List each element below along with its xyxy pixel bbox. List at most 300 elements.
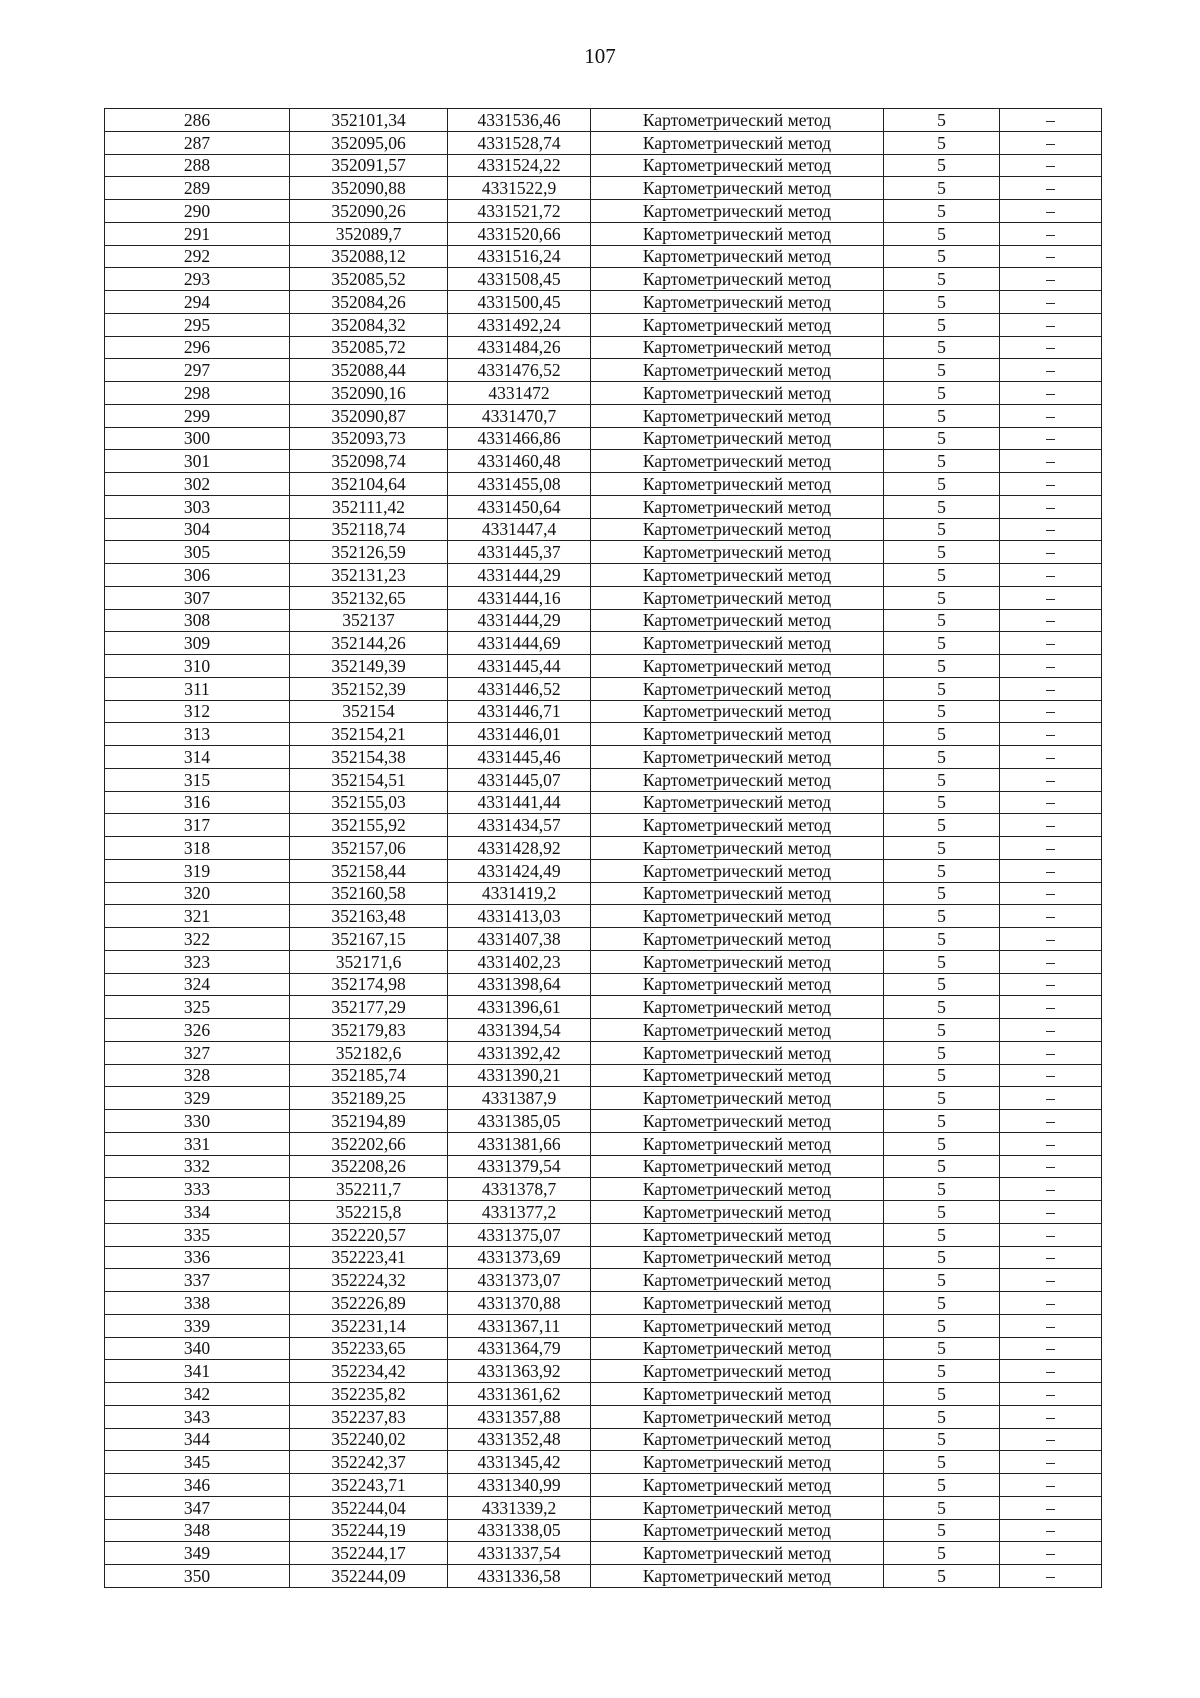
description-cell: – (1000, 905, 1102, 928)
x-coordinate-cell: 352234,42 (290, 1360, 448, 1383)
method-cell: Картометрический метод (591, 723, 884, 746)
method-cell: Картометрический метод (591, 1314, 884, 1337)
description-cell: – (1000, 1292, 1102, 1315)
description-cell: – (1000, 382, 1102, 405)
description-cell: – (1000, 1542, 1102, 1565)
description-cell: – (1000, 245, 1102, 268)
x-coordinate-cell: 352155,92 (290, 814, 448, 837)
point-number-cell: 347 (105, 1496, 290, 1519)
y-coordinate-cell: 4331522,9 (448, 177, 591, 200)
point-number-cell: 308 (105, 609, 290, 632)
y-coordinate-cell: 4331447,4 (448, 518, 591, 541)
accuracy-cell: 5 (884, 1314, 1000, 1337)
accuracy-cell: 5 (884, 1360, 1000, 1383)
method-cell: Картометрический метод (591, 655, 884, 678)
table-row (105, 1110, 1102, 1133)
table-row (105, 245, 1102, 268)
y-coordinate-cell: 4331445,07 (448, 768, 591, 791)
method-cell: Картометрический метод (591, 245, 884, 268)
y-coordinate-cell: 4331338,05 (448, 1519, 591, 1542)
y-coordinate-cell: 4331339,2 (448, 1496, 591, 1519)
point-number-cell: 327 (105, 1041, 290, 1064)
description-cell: – (1000, 928, 1102, 951)
point-number-cell: 286 (105, 109, 290, 132)
description-cell: – (1000, 1041, 1102, 1064)
accuracy-cell: 5 (884, 791, 1000, 814)
method-cell: Картометрический метод (591, 1519, 884, 1542)
method-cell: Картометрический метод (591, 382, 884, 405)
y-coordinate-cell: 4331373,07 (448, 1269, 591, 1292)
description-cell: – (1000, 1428, 1102, 1451)
x-coordinate-cell: 352244,19 (290, 1519, 448, 1542)
x-coordinate-cell: 352132,65 (290, 586, 448, 609)
y-coordinate-cell: 4331390,21 (448, 1064, 591, 1087)
accuracy-cell: 5 (884, 1542, 1000, 1565)
point-number-cell: 340 (105, 1337, 290, 1360)
table-row (105, 700, 1102, 723)
y-coordinate-cell: 4331521,72 (448, 200, 591, 223)
method-cell: Картометрический метод (591, 1223, 884, 1246)
point-number-cell: 307 (105, 586, 290, 609)
y-coordinate-cell: 4331536,46 (448, 109, 591, 132)
description-cell: – (1000, 495, 1102, 518)
description-cell: – (1000, 814, 1102, 837)
accuracy-cell: 5 (884, 1246, 1000, 1269)
x-coordinate-cell: 352233,65 (290, 1337, 448, 1360)
y-coordinate-cell: 4331476,52 (448, 359, 591, 382)
accuracy-cell: 5 (884, 1155, 1000, 1178)
method-cell: Картометрический метод (591, 905, 884, 928)
accuracy-cell: 5 (884, 928, 1000, 951)
table-row (105, 928, 1102, 951)
method-cell: Картометрический метод (591, 632, 884, 655)
table-row (105, 609, 1102, 632)
method-cell: Картометрический метод (591, 473, 884, 496)
description-cell: – (1000, 541, 1102, 564)
point-number-cell: 288 (105, 154, 290, 177)
point-number-cell: 311 (105, 677, 290, 700)
y-coordinate-cell: 4331337,54 (448, 1542, 591, 1565)
x-coordinate-cell: 352167,15 (290, 928, 448, 951)
table-row (105, 1496, 1102, 1519)
method-cell: Картометрический метод (591, 859, 884, 882)
method-cell: Картометрический метод (591, 222, 884, 245)
description-cell: – (1000, 1110, 1102, 1133)
point-number-cell: 329 (105, 1087, 290, 1110)
point-number-cell: 335 (105, 1223, 290, 1246)
description-cell: – (1000, 200, 1102, 223)
accuracy-cell: 5 (884, 609, 1000, 632)
accuracy-cell: 5 (884, 495, 1000, 518)
method-cell: Картометрический метод (591, 768, 884, 791)
x-coordinate-cell: 352090,87 (290, 404, 448, 427)
table-row (105, 677, 1102, 700)
method-cell: Картометрический метод (591, 427, 884, 450)
table-row (105, 905, 1102, 928)
x-coordinate-cell: 352223,41 (290, 1246, 448, 1269)
point-number-cell: 332 (105, 1155, 290, 1178)
table-row (105, 1155, 1102, 1178)
y-coordinate-cell: 4331484,26 (448, 336, 591, 359)
description-cell: – (1000, 1337, 1102, 1360)
table-row (105, 859, 1102, 882)
accuracy-cell: 5 (884, 245, 1000, 268)
x-coordinate-cell: 352182,6 (290, 1041, 448, 1064)
y-coordinate-cell: 4331428,92 (448, 837, 591, 860)
x-coordinate-cell: 352244,17 (290, 1542, 448, 1565)
table-row (105, 973, 1102, 996)
description-cell: – (1000, 950, 1102, 973)
description-cell: – (1000, 404, 1102, 427)
point-number-cell: 319 (105, 859, 290, 882)
table-row (105, 564, 1102, 587)
point-number-cell: 323 (105, 950, 290, 973)
method-cell: Картометрический метод (591, 1292, 884, 1315)
description-cell: – (1000, 359, 1102, 382)
accuracy-cell: 5 (884, 427, 1000, 450)
y-coordinate-cell: 4331392,42 (448, 1041, 591, 1064)
y-coordinate-cell: 4331446,52 (448, 677, 591, 700)
method-cell: Картометрический метод (591, 1405, 884, 1428)
x-coordinate-cell: 352084,32 (290, 313, 448, 336)
description-cell: – (1000, 1314, 1102, 1337)
x-coordinate-cell: 352104,64 (290, 473, 448, 496)
x-coordinate-cell: 352085,72 (290, 336, 448, 359)
y-coordinate-cell: 4331445,46 (448, 746, 591, 769)
point-number-cell: 324 (105, 973, 290, 996)
table-row (105, 882, 1102, 905)
method-cell: Картометрический метод (591, 1542, 884, 1565)
point-number-cell: 289 (105, 177, 290, 200)
table-row (105, 291, 1102, 314)
method-cell: Картометрический метод (591, 837, 884, 860)
description-cell: – (1000, 1519, 1102, 1542)
accuracy-cell: 5 (884, 1565, 1000, 1588)
method-cell: Картометрический метод (591, 928, 884, 951)
point-number-cell: 318 (105, 837, 290, 860)
y-coordinate-cell: 4331445,44 (448, 655, 591, 678)
accuracy-cell: 5 (884, 1337, 1000, 1360)
description-cell: – (1000, 859, 1102, 882)
table-row (105, 359, 1102, 382)
description-cell: – (1000, 1246, 1102, 1269)
description-cell: – (1000, 1064, 1102, 1087)
point-number-cell: 334 (105, 1201, 290, 1224)
x-coordinate-cell: 352202,66 (290, 1132, 448, 1155)
method-cell: Картометрический метод (591, 1269, 884, 1292)
accuracy-cell: 5 (884, 1064, 1000, 1087)
y-coordinate-cell: 4331394,54 (448, 1019, 591, 1042)
y-coordinate-cell: 4331361,62 (448, 1383, 591, 1406)
point-number-cell: 328 (105, 1064, 290, 1087)
method-cell: Картометрический метод (591, 791, 884, 814)
y-coordinate-cell: 4331472 (448, 382, 591, 405)
description-cell: – (1000, 1201, 1102, 1224)
accuracy-cell: 5 (884, 404, 1000, 427)
y-coordinate-cell: 4331524,22 (448, 154, 591, 177)
point-number-cell: 331 (105, 1132, 290, 1155)
accuracy-cell: 5 (884, 518, 1000, 541)
x-coordinate-cell: 352211,7 (290, 1178, 448, 1201)
x-coordinate-cell: 352118,74 (290, 518, 448, 541)
y-coordinate-cell: 4331379,54 (448, 1155, 591, 1178)
point-number-cell: 325 (105, 996, 290, 1019)
point-number-cell: 310 (105, 655, 290, 678)
page-number: 107 (584, 44, 616, 68)
accuracy-cell: 5 (884, 1178, 1000, 1201)
description-cell: – (1000, 222, 1102, 245)
y-coordinate-cell: 4331402,23 (448, 950, 591, 973)
y-coordinate-cell: 4331444,16 (448, 586, 591, 609)
table-row (105, 950, 1102, 973)
y-coordinate-cell: 4331363,92 (448, 1360, 591, 1383)
table-row (105, 518, 1102, 541)
table-row (105, 1474, 1102, 1497)
x-coordinate-cell: 352090,16 (290, 382, 448, 405)
table-row (105, 1292, 1102, 1315)
y-coordinate-cell: 4331373,69 (448, 1246, 591, 1269)
description-cell: – (1000, 632, 1102, 655)
y-coordinate-cell: 4331516,24 (448, 245, 591, 268)
accuracy-cell: 5 (884, 677, 1000, 700)
accuracy-cell: 5 (884, 768, 1000, 791)
accuracy-cell: 5 (884, 700, 1000, 723)
table-row (105, 109, 1102, 132)
x-coordinate-cell: 352220,57 (290, 1223, 448, 1246)
x-coordinate-cell: 352157,06 (290, 837, 448, 860)
accuracy-cell: 5 (884, 154, 1000, 177)
table-row (105, 791, 1102, 814)
accuracy-cell: 5 (884, 1041, 1000, 1064)
description-cell: – (1000, 1383, 1102, 1406)
accuracy-cell: 5 (884, 1110, 1000, 1133)
accuracy-cell: 5 (884, 131, 1000, 154)
method-cell: Картометрический метод (591, 1110, 884, 1133)
accuracy-cell: 5 (884, 450, 1000, 473)
y-coordinate-cell: 4331445,37 (448, 541, 591, 564)
y-coordinate-cell: 4331378,7 (448, 1178, 591, 1201)
accuracy-cell: 5 (884, 222, 1000, 245)
accuracy-cell: 5 (884, 382, 1000, 405)
description-cell: – (1000, 1360, 1102, 1383)
table-row (105, 1451, 1102, 1474)
table-row (105, 131, 1102, 154)
table-row (105, 1223, 1102, 1246)
accuracy-cell: 5 (884, 1519, 1000, 1542)
x-coordinate-cell: 352171,6 (290, 950, 448, 973)
point-number-cell: 296 (105, 336, 290, 359)
point-number-cell: 322 (105, 928, 290, 951)
table-row (105, 1360, 1102, 1383)
method-cell: Картометрический метод (591, 1496, 884, 1519)
y-coordinate-cell: 4331336,58 (448, 1565, 591, 1588)
x-coordinate-cell: 352144,26 (290, 632, 448, 655)
description-cell: – (1000, 973, 1102, 996)
method-cell: Картометрический метод (591, 518, 884, 541)
description-cell: – (1000, 700, 1102, 723)
accuracy-cell: 5 (884, 1292, 1000, 1315)
x-coordinate-cell: 352154 (290, 700, 448, 723)
method-cell: Картометрический метод (591, 1019, 884, 1042)
point-number-cell: 320 (105, 882, 290, 905)
table-row (105, 1019, 1102, 1042)
description-cell: – (1000, 336, 1102, 359)
description-cell: – (1000, 1474, 1102, 1497)
point-number-cell: 309 (105, 632, 290, 655)
point-number-cell: 314 (105, 746, 290, 769)
x-coordinate-cell: 352243,71 (290, 1474, 448, 1497)
table-row (105, 837, 1102, 860)
description-cell: – (1000, 677, 1102, 700)
method-cell: Картометрический метод (591, 1428, 884, 1451)
method-cell: Картометрический метод (591, 291, 884, 314)
y-coordinate-cell: 4331370,88 (448, 1292, 591, 1315)
accuracy-cell: 5 (884, 1223, 1000, 1246)
method-cell: Картометрический метод (591, 1155, 884, 1178)
y-coordinate-cell: 4331441,44 (448, 791, 591, 814)
x-coordinate-cell: 352126,59 (290, 541, 448, 564)
accuracy-cell: 5 (884, 1496, 1000, 1519)
x-coordinate-cell: 352163,48 (290, 905, 448, 928)
y-coordinate-cell: 4331398,64 (448, 973, 591, 996)
x-coordinate-cell: 352137 (290, 609, 448, 632)
table-row (105, 1269, 1102, 1292)
table-row (105, 541, 1102, 564)
x-coordinate-cell: 352098,74 (290, 450, 448, 473)
x-coordinate-cell: 352244,04 (290, 1496, 448, 1519)
point-number-cell: 304 (105, 518, 290, 541)
table-row (105, 1178, 1102, 1201)
y-coordinate-cell: 4331367,11 (448, 1314, 591, 1337)
y-coordinate-cell: 4331419,2 (448, 882, 591, 905)
method-cell: Картометрический метод (591, 609, 884, 632)
method-cell: Картометрический метод (591, 1201, 884, 1224)
method-cell: Картометрический метод (591, 882, 884, 905)
x-coordinate-cell: 352235,82 (290, 1383, 448, 1406)
description-cell: – (1000, 723, 1102, 746)
y-coordinate-cell: 4331377,2 (448, 1201, 591, 1224)
y-coordinate-cell: 4331444,69 (448, 632, 591, 655)
table-row (105, 768, 1102, 791)
description-cell: – (1000, 473, 1102, 496)
method-cell: Картометрический метод (591, 586, 884, 609)
table-row (105, 154, 1102, 177)
x-coordinate-cell: 352194,89 (290, 1110, 448, 1133)
description-cell: – (1000, 109, 1102, 132)
method-cell: Картометрический метод (591, 814, 884, 837)
description-cell: – (1000, 655, 1102, 678)
description-cell: – (1000, 131, 1102, 154)
accuracy-cell: 5 (884, 1019, 1000, 1042)
point-number-cell: 321 (105, 905, 290, 928)
y-coordinate-cell: 4331446,71 (448, 700, 591, 723)
method-cell: Картометрический метод (591, 950, 884, 973)
description-cell: – (1000, 1019, 1102, 1042)
accuracy-cell: 5 (884, 632, 1000, 655)
description-cell: – (1000, 564, 1102, 587)
x-coordinate-cell: 352154,21 (290, 723, 448, 746)
x-coordinate-cell: 352093,73 (290, 427, 448, 450)
table-row (105, 1383, 1102, 1406)
x-coordinate-cell: 352091,57 (290, 154, 448, 177)
description-cell: – (1000, 768, 1102, 791)
method-cell: Картометрический метод (591, 336, 884, 359)
method-cell: Картометрический метод (591, 450, 884, 473)
description-cell: – (1000, 1132, 1102, 1155)
method-cell: Картометрический метод (591, 1565, 884, 1588)
coordinates-table (104, 108, 1102, 1588)
description-cell: – (1000, 518, 1102, 541)
point-number-cell: 337 (105, 1269, 290, 1292)
description-cell: – (1000, 1451, 1102, 1474)
accuracy-cell: 5 (884, 268, 1000, 291)
method-cell: Картометрический метод (591, 1041, 884, 1064)
y-coordinate-cell: 4331470,7 (448, 404, 591, 427)
point-number-cell: 345 (105, 1451, 290, 1474)
description-cell: – (1000, 1178, 1102, 1201)
method-cell: Картометрический метод (591, 495, 884, 518)
point-number-cell: 317 (105, 814, 290, 837)
point-number-cell: 339 (105, 1314, 290, 1337)
accuracy-cell: 5 (884, 1201, 1000, 1224)
x-coordinate-cell: 352244,09 (290, 1565, 448, 1588)
accuracy-cell: 5 (884, 655, 1000, 678)
table-row (105, 1132, 1102, 1155)
accuracy-cell: 5 (884, 313, 1000, 336)
x-coordinate-cell: 352160,58 (290, 882, 448, 905)
point-number-cell: 295 (105, 313, 290, 336)
x-coordinate-cell: 352226,89 (290, 1292, 448, 1315)
point-number-cell: 349 (105, 1542, 290, 1565)
method-cell: Картометрический метод (591, 1383, 884, 1406)
x-coordinate-cell: 352177,29 (290, 996, 448, 1019)
accuracy-cell: 5 (884, 1474, 1000, 1497)
table-row (105, 1405, 1102, 1428)
table-row (105, 222, 1102, 245)
method-cell: Картометрический метод (591, 404, 884, 427)
method-cell: Картометрический метод (591, 200, 884, 223)
y-coordinate-cell: 4331345,42 (448, 1451, 591, 1474)
x-coordinate-cell: 352231,14 (290, 1314, 448, 1337)
description-cell: – (1000, 291, 1102, 314)
accuracy-cell: 5 (884, 200, 1000, 223)
table-row (105, 1565, 1102, 1588)
accuracy-cell: 5 (884, 1087, 1000, 1110)
table-row (105, 495, 1102, 518)
description-cell: – (1000, 1269, 1102, 1292)
point-number-cell: 343 (105, 1405, 290, 1428)
x-coordinate-cell: 352088,12 (290, 245, 448, 268)
description-cell: – (1000, 882, 1102, 905)
point-number-cell: 346 (105, 1474, 290, 1497)
y-coordinate-cell: 4331492,24 (448, 313, 591, 336)
x-coordinate-cell: 352237,83 (290, 1405, 448, 1428)
accuracy-cell: 5 (884, 746, 1000, 769)
y-coordinate-cell: 4331434,57 (448, 814, 591, 837)
table-row (105, 1314, 1102, 1337)
x-coordinate-cell: 352101,34 (290, 109, 448, 132)
description-cell: – (1000, 450, 1102, 473)
y-coordinate-cell: 4331407,38 (448, 928, 591, 951)
method-cell: Картометрический метод (591, 109, 884, 132)
point-number-cell: 306 (105, 564, 290, 587)
table-row (105, 404, 1102, 427)
description-cell: – (1000, 177, 1102, 200)
accuracy-cell: 5 (884, 1132, 1000, 1155)
table-row (105, 1337, 1102, 1360)
method-cell: Картометрический метод (591, 1474, 884, 1497)
accuracy-cell: 5 (884, 1428, 1000, 1451)
